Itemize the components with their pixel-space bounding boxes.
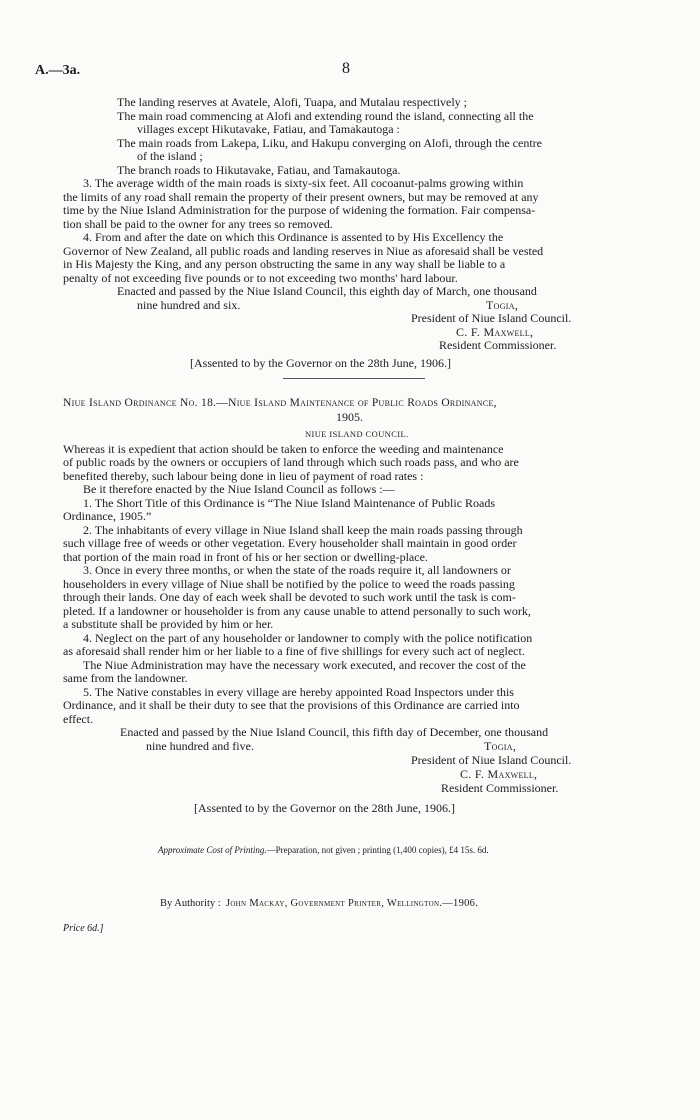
ordinance-title-year: 1905. (336, 410, 363, 424)
text-line: Governor of New Zealand, all public roads and landing reserves in Niue as aforesaid shall be vested (63, 244, 544, 258)
text-line: 4. From and after the date on which this Ordinance is assented to by His Excellency the (83, 230, 504, 244)
text-line: The branch roads to Hikutavake, Fatiau, and Tamakautoga. (117, 163, 401, 177)
text-line: villages except Hikutavake, Fatiau, and Tamakautoga : (137, 122, 400, 136)
council-heading: NIUE ISLAND COUNCIL. (305, 429, 409, 439)
cost-text: —Preparation, not given ; printing (1,400 copies), £4 15s. 6d. (266, 845, 489, 855)
document-reference: A.—3a. (35, 63, 81, 78)
section-divider (283, 378, 425, 379)
signatory-title: President of Niue Island Council. (411, 753, 572, 767)
text-line: The Niue Administration may have the necessary work executed, and recover the cost of the (83, 658, 526, 672)
assent-note: [Assented to by the Governor on the 28th June, 1906.] (194, 801, 455, 815)
printing-cost-note (158, 845, 489, 855)
text-line: nine hundred and five. (146, 739, 254, 753)
text-line: Ordinance, 1905.” (63, 509, 152, 523)
text-line: effect. (63, 712, 94, 726)
signatory-name: C. F. Maxwell, (460, 767, 538, 781)
ordinance-title: Niue Island Ordinance No. 18.—Niue Island Maintenance of Public Roads Ordinance, (63, 397, 497, 409)
signatory-name: Togia, (484, 739, 517, 753)
text-line: a substitute shall be provided by him or her. (63, 617, 274, 631)
text-line: such village free of weeds or other vegetation. Every householder shall maintain in good order (63, 536, 517, 550)
text-line: that portion of the main road in front of his or her section or dwelling-place. (63, 550, 428, 564)
text-line: Whereas it is expedient that action should be taken to enforce the weeding and maintenance (63, 442, 504, 456)
text-line: householders in every village of Niue shall be notified by the police to weed the roads passing (63, 577, 515, 591)
authority-label: By Authority : (160, 898, 221, 909)
text-line: penalty of not exceeding five pounds or to not exceeding two months' hard labour. (63, 271, 458, 285)
signatory-title: President of Niue Island Council. (411, 311, 572, 325)
text-line: 3. The average width of the main roads is sixty-six feet. All cocoanut-palms growing within (83, 176, 524, 190)
text-line: 3. Once in every three months, or when the state of the roads require it, all landowners or (83, 563, 511, 577)
text-line: 4. Neglect on the part of any householder or landowner to comply with the police notification (83, 631, 533, 645)
text-line: The main road commencing at Alofi and extending round the island, connecting all the (117, 109, 534, 123)
text-line: as aforesaid shall render him or her liable to a fine of five shillings for every such act of neglect. (63, 644, 525, 658)
text-line: Enacted and passed by the Niue Island Council, this fifth day of December, one thousand (120, 725, 549, 739)
text-line: same from the landowner. (63, 671, 188, 685)
text-line: the limits of any road shall remain the property of their present owners, but may be removed at any (63, 190, 539, 204)
signatory-title: Resident Commissioner. (439, 338, 557, 352)
text-line: Be it therefore enacted by the Niue Island Council as follows :— (83, 482, 395, 496)
text-line: benefited thereby, such labour being done in lieu of payment of road rates : (63, 469, 424, 483)
text-line: time by the Niue Island Administration for the purpose of widening the formation. Fair compensa- (63, 203, 536, 217)
text-line: nine hundred and six. (137, 298, 241, 312)
text-line: 1. The Short Title of this Ordinance is “The Niue Island Maintenance of Public Roads (83, 496, 496, 510)
assent-note: [Assented to by the Governor on the 28th June, 1906.] (190, 356, 451, 370)
text-line: The landing reserves at Avatele, Alofi, Tuapa, and Mutalau respectively ; (117, 95, 468, 109)
text-line: through their lands. One day of each week shall be devoted to such work until the task is com- (63, 590, 516, 604)
text-line: of the island ; (137, 149, 203, 163)
text-line: 5. The Native constables in every village are hereby appointed Road Inspectors under this (83, 685, 514, 699)
signatory-name: Togia, (486, 298, 519, 312)
text-line: The main roads from Lakepa, Liku, and Hakupu converging on Alofi, through the centre (117, 136, 542, 150)
text-line: in His Majesty the King, and any person obstructing the same in any way shall be liable to a (63, 257, 506, 271)
printer-imprint (160, 898, 478, 909)
cost-label: Approximate Cost of Printing. (158, 845, 267, 855)
text-line: 2. The inhabitants of every village in Niue Island shall keep the main roads passing through (83, 523, 523, 537)
text-line: pleted. If a landowner or householder is from any cause unable to attend personally to such work, (63, 604, 531, 618)
text-line: tion shall be paid to the owner for any trees so removed. (63, 217, 333, 231)
text-line: Enacted and passed by the Niue Island Council, this eighth day of March, one thousand (117, 284, 537, 298)
text-line: Ordinance, and it shall be their duty to see that the provisions of this Ordinance are carried into (63, 698, 520, 712)
text-line: of public roads by the owners or occupiers of land through which such roads pass, and who are (63, 455, 519, 469)
signatory-title: Resident Commissioner. (441, 781, 559, 795)
printer-name: John Mackay, Government Printer, Wellington.—1906. (225, 898, 479, 909)
price-note: Price 6d.] (63, 923, 104, 934)
signatory-name: C. F. Maxwell, (456, 325, 534, 339)
page-number: 8 (342, 60, 350, 77)
